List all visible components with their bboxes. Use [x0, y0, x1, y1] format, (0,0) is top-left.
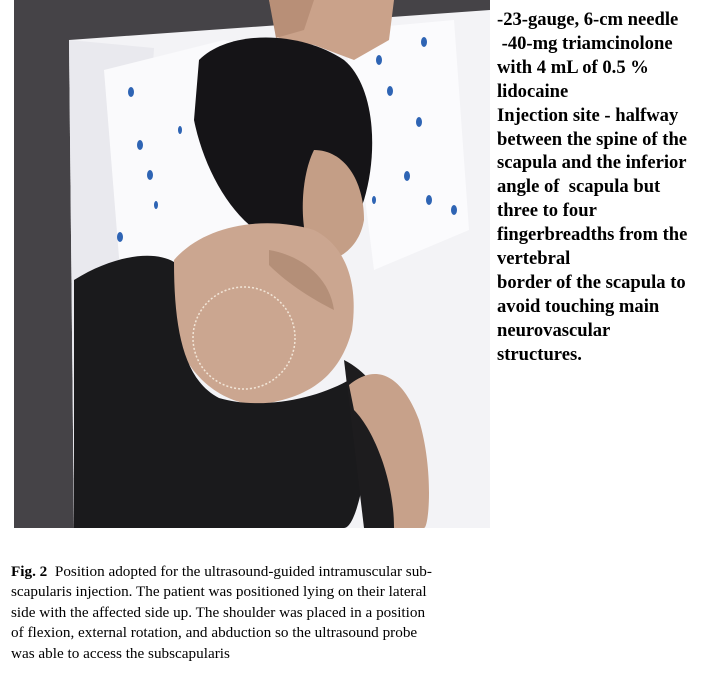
figure-caption: [11, 562, 501, 664]
annotation-line: avoid touching main: [497, 295, 660, 317]
annotation-line: three to four: [497, 200, 597, 222]
annotation-line: -40-mg triamcinolone: [497, 32, 673, 54]
annotation-line: border of the scapula to: [497, 271, 686, 293]
annotation-line: vertebral: [497, 248, 571, 270]
annotation-line: lidocaine: [497, 80, 569, 102]
annotation-text: [497, 8, 712, 367]
annotation-line: angle of scapula but: [497, 176, 661, 198]
figure-label: Fig. 2: [11, 563, 48, 580]
annotation-line: fingerbreadths from the: [497, 224, 688, 246]
annotation-line: between the spine of the: [497, 128, 688, 150]
caption-first-line: [11, 562, 501, 582]
annotation-line: structures.: [497, 343, 582, 365]
patient-photo: [14, 0, 490, 528]
caption-line: was able to access the subscapularis: [11, 644, 230, 662]
caption-line: of flexion, external rotation, and abduction so the ultrasound probe: [11, 624, 418, 642]
caption-line: scapularis injection. The patient was positioned lying on their lateral: [11, 583, 427, 601]
caption-line: side with the affected side up. The shoulder was placed in a position: [11, 603, 426, 621]
annotation-line: with 4 mL of 0.5 %: [497, 56, 649, 78]
annotation-line: scapula and the inferior: [497, 152, 687, 174]
caption-text: Position adopted for the ultrasound-guided intramuscular sub-: [54, 563, 432, 580]
annotation-line: -23-gauge, 6-cm needle: [497, 9, 679, 30]
annotation-line: Injection site - halfway: [497, 104, 679, 126]
annotation-line: neurovascular: [497, 319, 611, 341]
